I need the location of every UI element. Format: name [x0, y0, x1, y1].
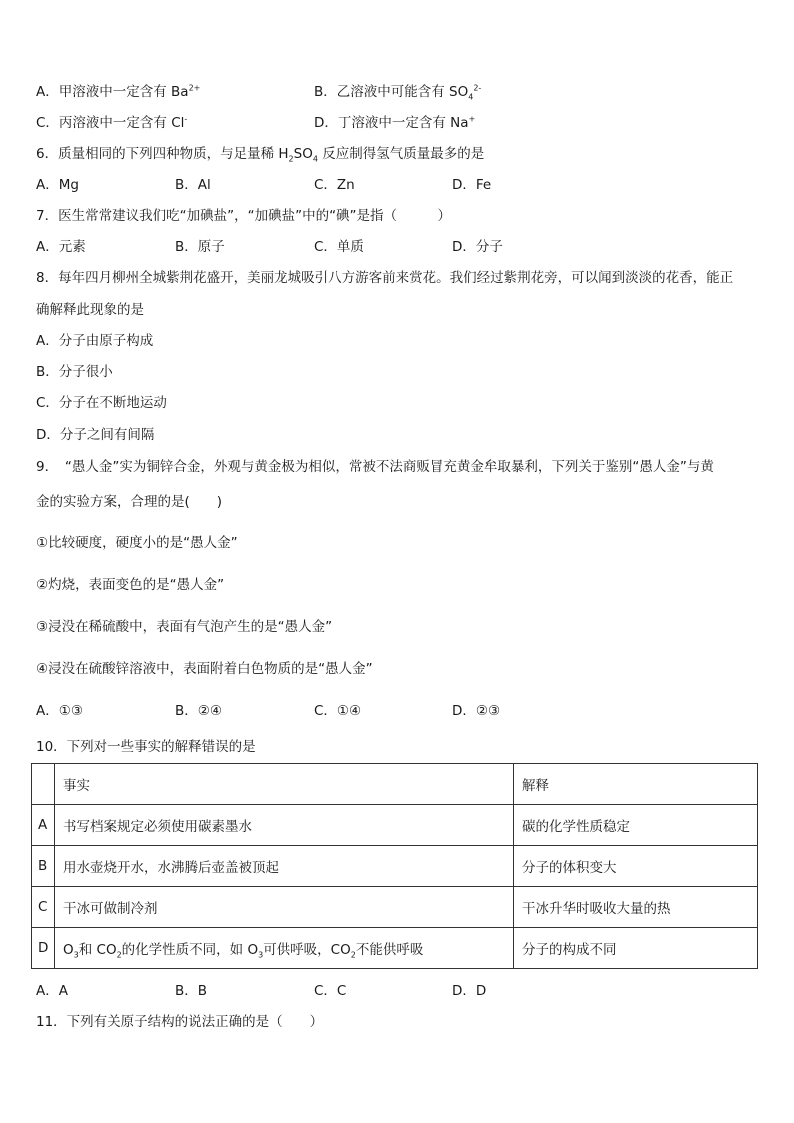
q9-option-b: B．②④ — [175, 703, 222, 719]
row-label: A — [32, 805, 55, 846]
q10-stem: 10．下列对一些事实的解释错误的是 — [36, 739, 256, 755]
q7-option-d: D．分子 — [452, 239, 503, 255]
q6-option-d: D．Fe — [452, 177, 492, 193]
row-fact: 干冰可做制冷剂 — [55, 887, 514, 928]
q9-option-c: C．①④ — [314, 703, 362, 719]
q11-stem: 11．下列有关原子结构的说法正确的是（ ） — [36, 1014, 324, 1030]
row-fact: $O_3$和 $CO_2$的化学性质不同，如 $O_3$可供呼吸，$CO_2$不能供呼吸 — [55, 928, 514, 969]
table-row — [32, 805, 758, 846]
table-header-explain: 解释 — [514, 764, 758, 805]
q8-option-a: A．分子由原子构成 — [36, 333, 154, 349]
q6-option-a: A．Mg — [36, 177, 79, 193]
row-label: B — [32, 846, 55, 887]
table-header-fact: 事实 — [55, 764, 514, 805]
q5-option-d: D．丁溶液中一定含有 Na+ — [314, 114, 476, 131]
q9-item-4: ④浸没在硫酸锌溶液中，表面附着白色物质的是“愚人金” — [36, 661, 373, 677]
q6-stem: 6．质量相同的下列四种物质，与足量稀 $H_2SO_4$ 反应制得氢气质量最多的是 — [36, 146, 485, 164]
table-header-blank — [32, 764, 55, 805]
row-explain: 分子的构成不同 — [514, 928, 758, 969]
table-row — [32, 887, 758, 928]
q7-option-a: A．元素 — [36, 239, 86, 255]
row-label: D — [32, 928, 55, 969]
q9-option-d: D．②③ — [452, 703, 501, 719]
q8-stem-line1: 8．每年四月柳州全城紫荆花盛开，美丽龙城吸引八方游客前来赏花。我们经过紫荆花旁，可以闻到淡淡的花香，能正 — [36, 270, 734, 286]
q8-stem-line2: 确解释此现象的是 — [36, 302, 144, 318]
q5-option-c: C．丙溶液中一定含有 Cl- — [36, 114, 188, 131]
q7-stem: 7．医生常常建议我们吃“加碘盐”，“加碘盐”中的“碘”是指（ ） — [36, 208, 452, 224]
q10-option-a: A．A — [36, 983, 68, 999]
q9-item-1: ①比较硬度，硬度小的是“愚人金” — [36, 535, 238, 551]
q9-item-2: ②灼烧，表面变色的是“愚人金” — [36, 577, 225, 593]
q10-facts-table — [31, 763, 758, 969]
q10-option-c: C．C — [314, 983, 347, 999]
q9-option-a: A．①③ — [36, 703, 83, 719]
row-fact: 用水壶烧开水，水沸腾后壶盖被顶起 — [55, 846, 514, 887]
q9-stem-line2: 金的实验方案，合理的是( ) — [36, 494, 223, 510]
row-label: C — [32, 887, 55, 928]
row-explain: 碳的化学性质稳定 — [514, 805, 758, 846]
q10-option-d: D．D — [452, 983, 487, 999]
table-row — [32, 846, 758, 887]
q6-option-c: C．Zn — [314, 177, 355, 193]
row-explain: 分子的体积变大 — [514, 846, 758, 887]
q8-option-d: D．分子之间有间隔 — [36, 427, 155, 443]
q5-option-a: A．甲溶液中一定含有 $Ba^{2+}$ — [36, 83, 201, 100]
q9-item-3: ③浸没在稀硫酸中，表面有气泡产生的是“愚人金” — [36, 619, 333, 635]
table-row — [32, 928, 758, 969]
q6-option-b: B．Al — [175, 177, 211, 193]
row-fact: 书写档案规定必须使用碳素墨水 — [55, 805, 514, 846]
q7-option-c: C．单质 — [314, 239, 364, 255]
q9-stem-line1: 9． “愚人金”实为铜锌合金，外观与黄金极为相似，常被不法商贩冒充黄金牟取暴利，下列关于鉴别“愚人金”与黄 — [36, 459, 714, 475]
q7-option-b: B．原子 — [175, 239, 225, 255]
q10-option-b: B．B — [175, 983, 208, 999]
q5-option-b: B．乙溶液中可能含有 $SO_4^{2-}$ — [314, 83, 482, 102]
q8-option-c: C．分子在不断地运动 — [36, 395, 167, 411]
table-header-row — [32, 764, 758, 805]
row-explain: 干冰升华时吸收大量的热 — [514, 887, 758, 928]
q8-option-b: B．分子很小 — [36, 364, 113, 380]
